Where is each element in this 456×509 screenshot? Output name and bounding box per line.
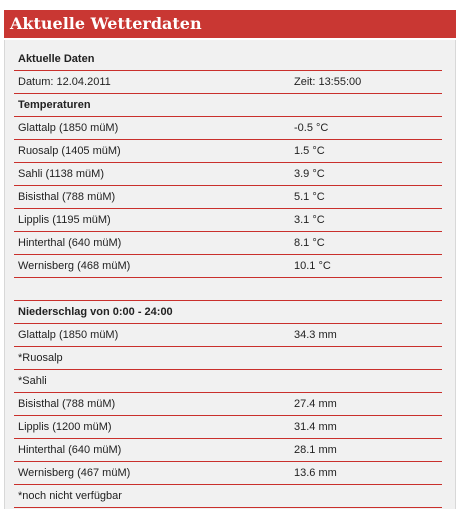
weather-table: [14, 48, 442, 508]
section-heading-current: [14, 48, 442, 71]
station-name: Lipplis (1200 müM): [18, 421, 112, 433]
table-row: [14, 232, 442, 255]
precipitation-value: 13.6 mm: [294, 467, 337, 479]
table-row: [14, 324, 442, 347]
spacer-row: [14, 278, 442, 301]
table-row: [14, 163, 442, 186]
station-name: *Sahli: [18, 375, 47, 387]
station-name: Glattalp (1850 müM): [18, 122, 119, 134]
precipitation-value: 28.1 mm: [294, 444, 337, 456]
table-row: [14, 370, 442, 393]
temperature-value: 3.9 °C: [294, 168, 325, 180]
section-heading-temperatures: [14, 94, 442, 117]
table-row: [14, 416, 442, 439]
temperature-value: 10.1 °C: [294, 260, 331, 272]
current-heading: Aktuelle Daten: [18, 53, 95, 65]
temperature-value: 3.1 °C: [294, 214, 325, 226]
station-name: Lipplis (1195 müM): [18, 214, 111, 226]
station-name: Glattalp (1850 müM): [18, 329, 119, 341]
table-row: [14, 347, 442, 370]
station-name: Ruosalp (1405 müM): [18, 145, 121, 157]
station-name: Sahli (1138 müM): [18, 168, 104, 180]
precipitation-value: 34.3 mm: [294, 329, 337, 341]
precipitation-value: 27.4 mm: [294, 398, 337, 410]
table-row: [14, 186, 442, 209]
temperature-value: -0.5 °C: [294, 122, 329, 134]
date-time-row: [14, 71, 442, 94]
temperature-value: 1.5 °C: [294, 145, 325, 157]
precipitation-value: 31.4 mm: [294, 421, 337, 433]
table-row: [14, 255, 442, 278]
page-title: Aktuelle Wetterdaten: [4, 10, 456, 38]
table-row: [14, 117, 442, 140]
station-name: Bisisthal (788 müM): [18, 398, 116, 410]
section-heading-precipitation: [14, 301, 442, 324]
table-row: [14, 439, 442, 462]
table-row: [14, 140, 442, 163]
station-name: Wernisberg (468 müM): [18, 260, 131, 272]
station-name: Bisisthal (788 müM): [18, 191, 116, 203]
temperatures-heading: Temperaturen: [18, 99, 91, 111]
station-name: Wernisberg (467 müM): [18, 467, 131, 479]
temperature-value: 5.1 °C: [294, 191, 325, 203]
station-name: Hinterthal (640 müM): [18, 237, 122, 249]
precipitation-heading: Niederschlag von 0:00 - 24:00: [18, 306, 173, 318]
station-name: Hinterthal (640 müM): [18, 444, 122, 456]
temperature-value: 8.1 °C: [294, 237, 325, 249]
footnote: *noch nicht verfügbar: [18, 490, 122, 502]
footnote-row: [14, 485, 442, 508]
time-label: Zeit: 13:55:00: [294, 76, 362, 88]
table-row: [14, 462, 442, 485]
table-row: [14, 393, 442, 416]
station-name: *Ruosalp: [18, 352, 63, 364]
date-label: Datum: 12.04.2011: [18, 76, 111, 88]
table-row: [14, 209, 442, 232]
